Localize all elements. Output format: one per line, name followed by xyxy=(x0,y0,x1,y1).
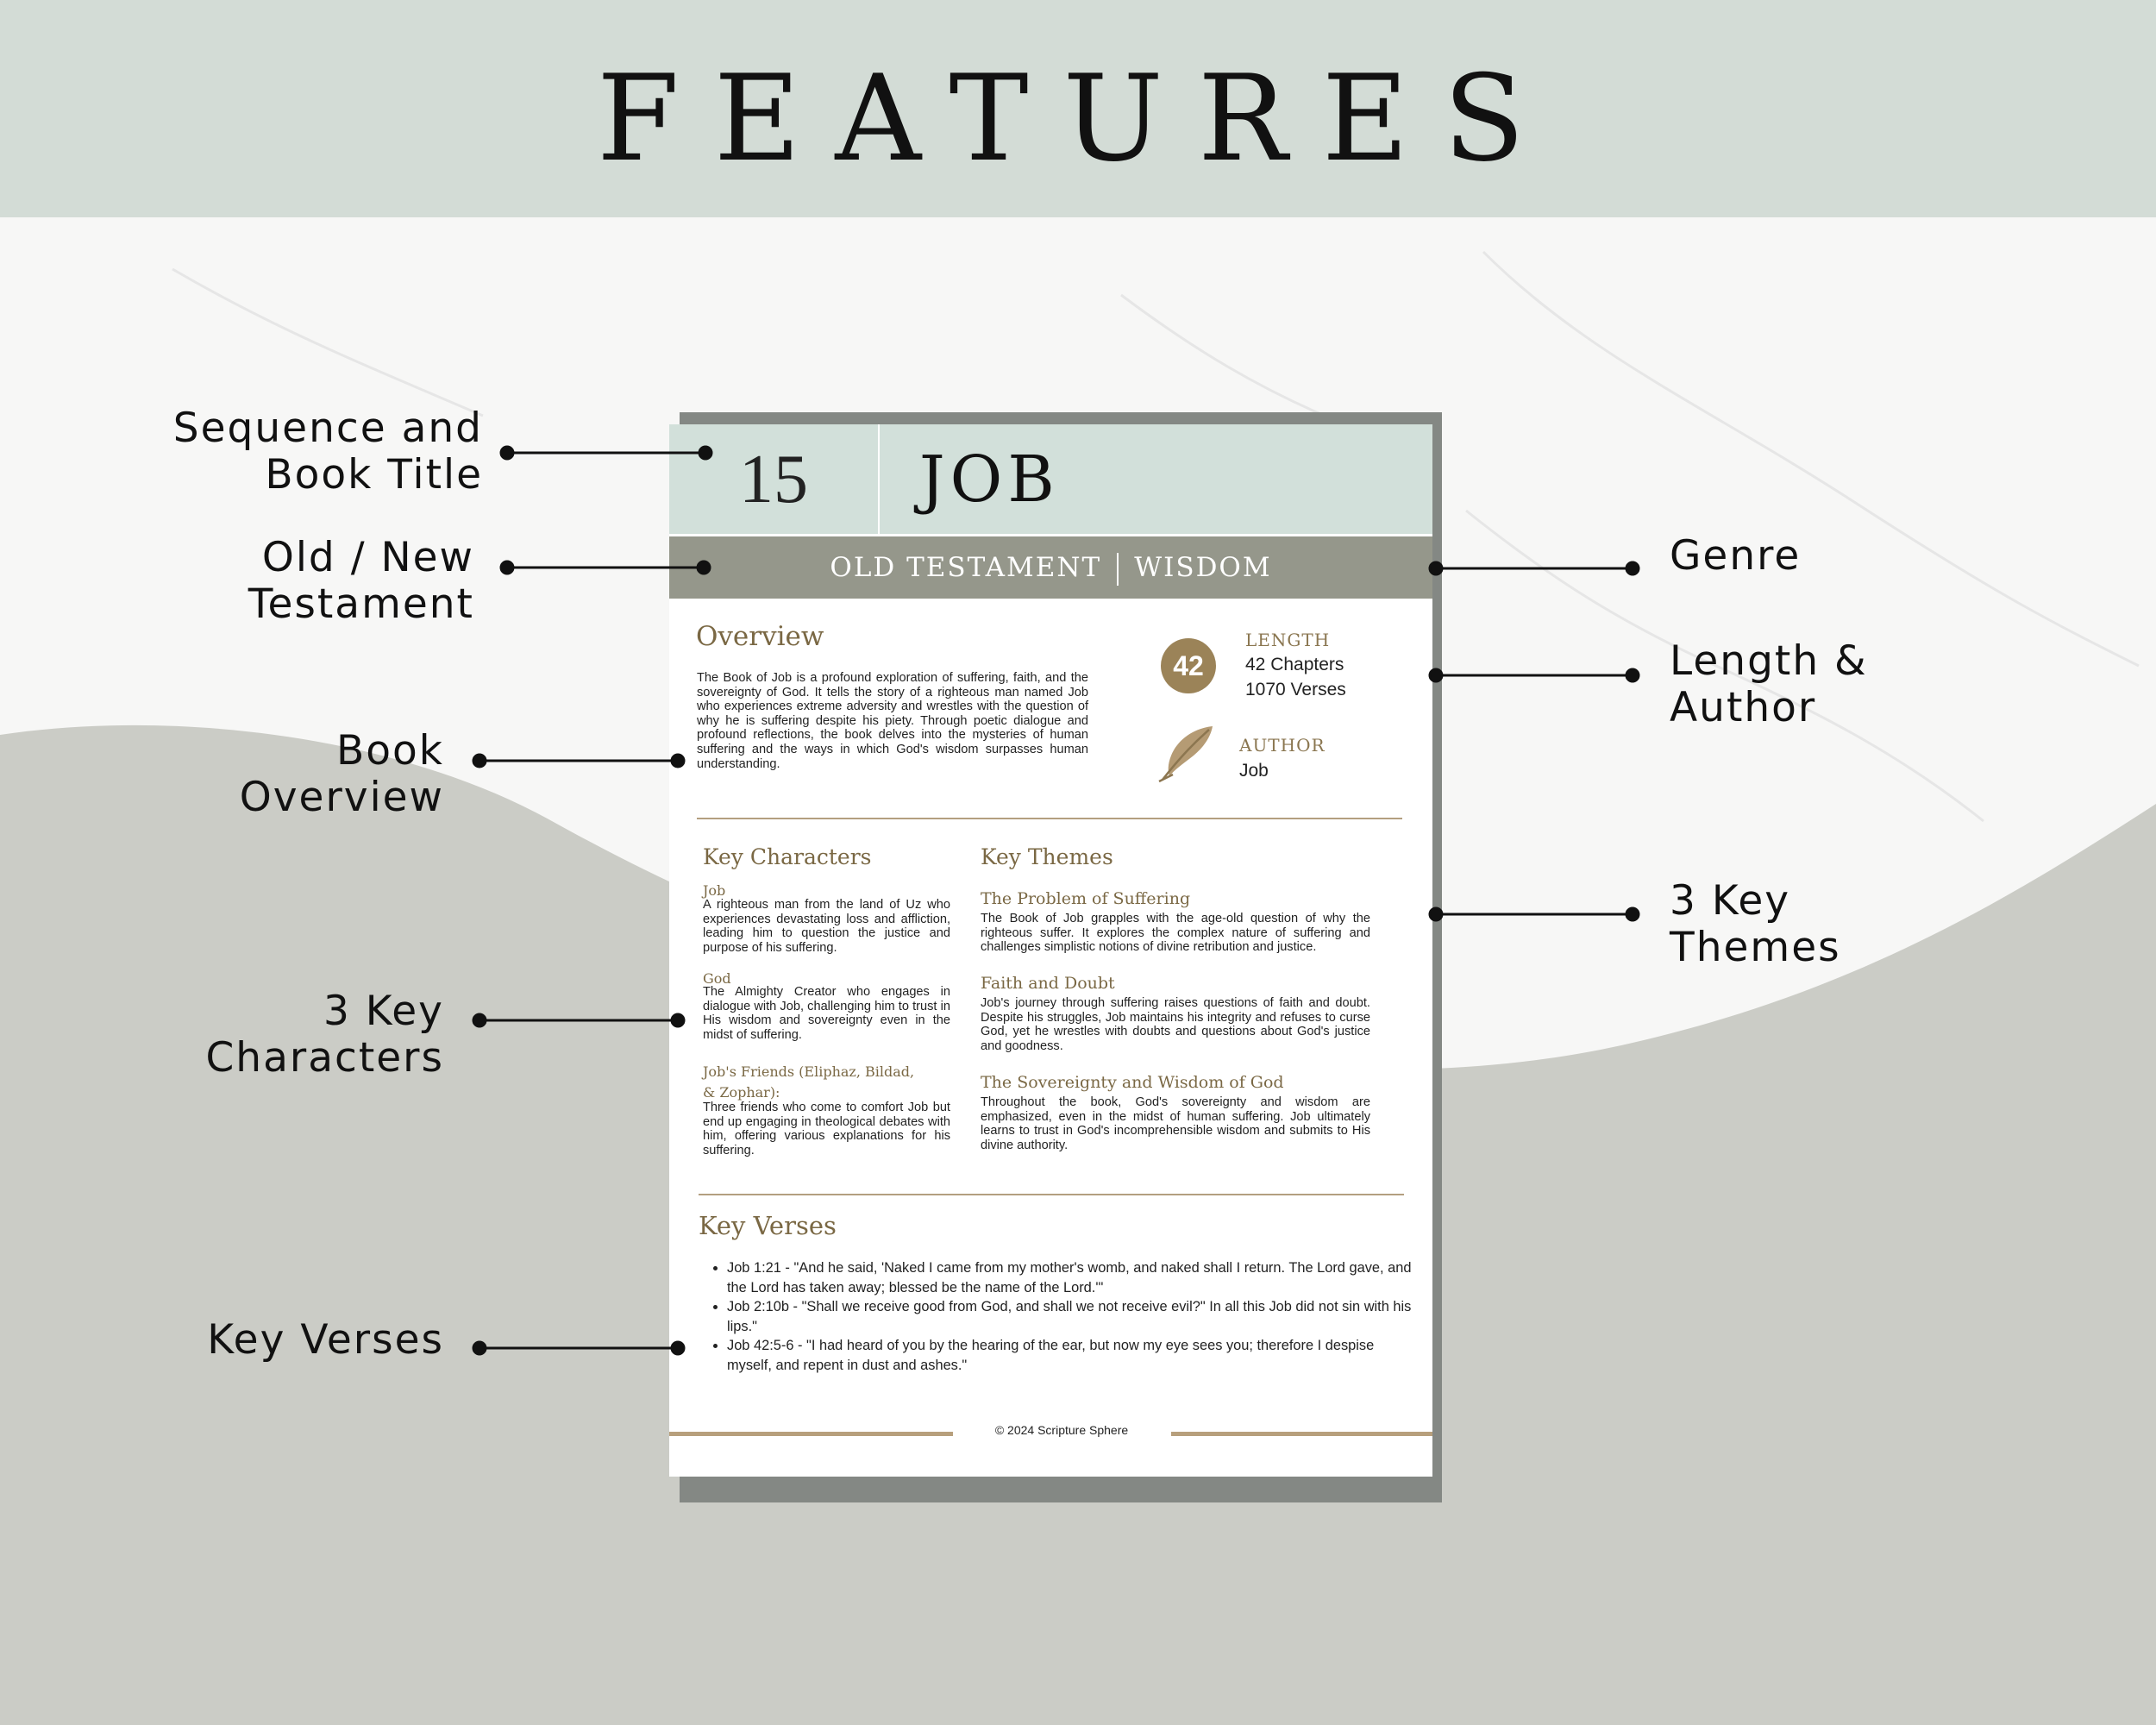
theme-title: The Problem of Suffering xyxy=(981,889,1191,908)
author-name: Job xyxy=(1239,761,1269,781)
theme-text: Throughout the book, God's sovereignty and wisdom are emphasized, even in the midst of human suffering. Job ultimately learns to trust in God's incomprehensible wisdom and submits to His divine authority. xyxy=(981,1095,1370,1152)
character-name: Job xyxy=(703,882,726,899)
list-item: • Job 2:10b - "Shall we receive good from God, and shall we not receive evil?" In all this Job did not sin with his lips." xyxy=(727,1297,1417,1336)
label-book-overview: Book Overview xyxy=(239,727,444,821)
character-name: Job's Friends (Eliphaz, Bildad, & Zophar): xyxy=(703,1063,915,1101)
overview-heading: Overview xyxy=(696,621,824,652)
list-item: • Job 1:21 - "And he said, 'Naked I came from my mother's womb, and naked shall I return. The Lord gave, and the Lord has taken away; blessed be the name of the Lord.'" xyxy=(727,1258,1417,1297)
character-name: God xyxy=(703,970,731,987)
label-key-verses: Key Verses xyxy=(207,1316,444,1364)
book-title: JOB xyxy=(919,442,1060,517)
theme-title: The Sovereignty and Wisdom of God xyxy=(981,1073,1284,1092)
author-label: AUTHOR xyxy=(1239,735,1326,756)
label-length-author: Length & Author xyxy=(1670,637,1868,731)
sequence-number: 15 xyxy=(739,442,808,518)
overview-text: The Book of Job is a profound exploration of suffering, faith, and the sovereignty of God. It tells the story of a righteous man named Job who experiences extreme adversity and wrestles with the question of why he is suffering despite his piety. Through poetic dialogue and profound reflections, the book delves into the mysteries of human suffering and the ways in which God's wisdom surpasses human understanding. xyxy=(697,671,1088,771)
list-item: • Job 42:5-6 - "I had heard of you by the hearing of the ear, but now my eye sees you; therefore I despise myself, and repent in dust and ashes." xyxy=(727,1336,1417,1375)
testament: OLD TESTAMENT xyxy=(830,552,1102,583)
verses-count: 1070 Verses xyxy=(1245,680,1346,699)
theme-text: The Book of Job grapples with the age-old question of why the righteous suffer. It explores the complex nature of suffering and challenges simplistic notions of divine retribution and justice. xyxy=(981,912,1370,955)
character-text: The Almighty Creator who engages in dialogue with Job, challenging him to trust in His wisdom and sovereignty even in the midst of suffering. xyxy=(703,985,950,1042)
chapters-count: 42 Chapters xyxy=(1245,655,1344,674)
label-key-themes: 3 Key Themes xyxy=(1670,877,1841,971)
footer-copyright: © 2024 Scripture Sphere xyxy=(994,1423,1129,1437)
theme-title: Faith and Doubt xyxy=(981,974,1115,993)
character-text: Three friends who come to comfort Job but end up engaging in theological debates with him, offering various explanations for his suffering. xyxy=(703,1101,950,1157)
banner-title: FEATURES xyxy=(596,49,1560,188)
length-label: LENGTH xyxy=(1245,630,1331,650)
themes-heading: Key Themes xyxy=(981,844,1113,869)
theme-text: Job's journey through suffering raises questions of faith and doubt. Despite his struggles, Job maintains his integrity and refuses to curse God, yet he wrestles with doubts and questions about God's justice and goodness. xyxy=(981,996,1370,1053)
length-badge: 42 xyxy=(1161,638,1216,693)
label-sequence-title: Sequence and Book Title xyxy=(172,405,483,499)
verses-heading: Key Verses xyxy=(699,1211,837,1240)
label-testament: Old / New Testament xyxy=(248,534,474,628)
characters-heading: Key Characters xyxy=(703,844,872,869)
label-genre: Genre xyxy=(1670,532,1802,580)
label-key-characters: 3 Key Characters xyxy=(205,988,444,1082)
genre: WISDOM xyxy=(1134,552,1272,583)
character-text: A righteous man from the land of Uz who experiences devastating loss and affliction, leading him to question the justice and purpose of his suffering. xyxy=(703,898,950,955)
